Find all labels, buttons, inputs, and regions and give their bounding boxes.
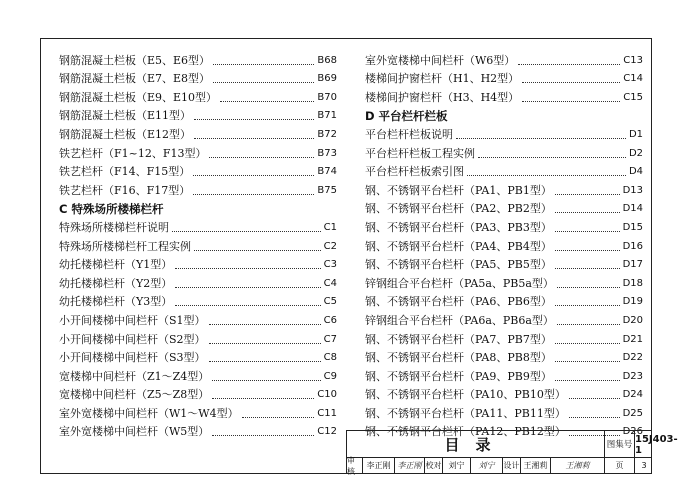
toc-entry-page: D21 [622,333,643,345]
toc-entry [365,254,643,273]
toc-entry-title: 平台栏杆栏板索引图 [365,165,464,179]
toc-entry-page: D19 [622,296,643,308]
toc-entry-title: 钢、不锈钢平台栏杆（PA10、PB10型） [365,388,566,402]
dot-leader [555,342,620,344]
toc-entry [59,68,337,87]
toc-entry-title: 钢筋混凝土栏板（E9、E10型） [59,90,218,104]
toc-entry-title: 铁艺栏杆（F14、F15型） [59,165,191,179]
dot-leader [467,174,626,176]
dot-leader [555,249,620,251]
toc-entry [365,142,643,161]
atlas-number: 15J403-1 [635,433,678,456]
toc-entry-title: 钢、不锈钢平台栏杆（PA6、PB6型） [365,295,552,309]
toc-entry [365,347,643,366]
reviewer-name: 李正刚 [363,458,395,473]
toc-entry-title: 室外宽楼梯中间栏杆（W6型） [365,53,516,67]
dot-leader [209,156,314,158]
toc-entry-title: 平台栏杆栏板工程实例 [365,146,475,160]
toc-entry-page: B75 [317,184,337,196]
section-heading [365,105,643,124]
dot-leader [557,286,620,288]
toc-entry-title: 钢、不锈钢平台栏杆（PA8、PB8型） [365,351,552,365]
toc-entry-title: 宽楼梯中间栏杆（Z5～Z8型） [59,388,210,402]
toc-entry-title: 钢、不锈钢平台栏杆（PA7、PB7型） [365,332,552,346]
toc-entry [59,216,337,235]
toc-entry-page: D2 [628,147,643,159]
dot-leader [209,323,321,325]
dot-leader [518,63,620,65]
toc-entry [59,402,337,421]
toc-entry-page: D23 [622,370,643,382]
toc-entry-page: D16 [622,240,643,252]
toc-entry [365,49,643,68]
dot-leader [220,100,314,102]
toc-entry-title: 楼梯间护窗栏杆（H3、H4型） [365,90,520,104]
dot-leader [175,267,320,269]
toc-entry-page: B72 [317,128,337,140]
toc-entry [365,291,643,310]
dot-leader [209,342,321,344]
toc-entry-title: 小开间楼梯中间栏杆（S1型） [59,313,206,327]
toc-entry-title: 幼托楼梯栏杆（Y1型） [59,258,173,272]
toc-entry-title: 小开间楼梯中间栏杆（S3型） [59,351,206,365]
toc-entry [365,272,643,291]
toc-entry-page: C3 [323,259,337,271]
toc-entry-title: 宽楼梯中间栏杆（Z1～Z4型） [59,369,210,383]
dot-leader [242,416,315,418]
dot-leader [555,304,620,306]
toc-entry-title: 钢筋混凝土栏板（E12型） [59,127,192,141]
title-block [346,430,678,476]
toc-entry [59,291,337,310]
toc-entry-page: C5 [323,296,337,308]
toc-entry [365,365,643,384]
toc-entry-page: D25 [622,407,643,419]
toc-entry-title: 小开间楼梯中间栏杆（S2型） [59,332,206,346]
toc-entry-page: C4 [323,277,337,289]
toc-entry [59,365,337,384]
toc-entry [59,123,337,142]
title-block-row-bottom [347,455,652,476]
toc-entry [59,161,337,180]
toc-entry-page: D1 [628,128,643,140]
toc-entry [59,309,337,328]
toc-entry-page: C7 [323,333,337,345]
toc-entry [59,105,337,124]
toc-entry [365,384,643,403]
dot-leader [569,416,620,418]
toc-entry-title: 楼梯间护窗栏杆（H1、H2型） [365,72,520,86]
toc-entry-title: 平台栏杆栏板说明 [365,127,453,141]
toc-entry-title: 钢、不锈钢平台栏杆（PA2、PB2型） [365,202,552,216]
toc-entry-title: 钢、不锈钢平台栏杆（PA11、PB11型） [365,406,566,420]
section-heading-text: D 平台栏杆栏板 [365,109,448,124]
toc-entry [59,235,337,254]
toc-entry-title: 钢、不锈钢平台栏杆（PA1、PB1型） [365,183,552,197]
toc-entry-page: D20 [622,314,643,326]
toc-entry-page: B69 [317,73,337,85]
toc-entry-page: C14 [623,73,643,85]
atlas-no-label: 图集号 [605,431,635,457]
toc-entry-page: C9 [323,370,337,382]
toc-entry-title: 钢、不锈钢平台栏杆（PA9、PB9型） [365,369,552,383]
toc-entry-title: 幼托楼梯栏杆（Y3型） [59,295,173,309]
dot-leader [194,249,321,251]
drawing-title: 目录 [347,431,605,458]
toc-entry [365,309,643,328]
toc-entry [365,216,643,235]
toc-entry [365,235,643,254]
designer-name: 王湘莉 [521,458,551,473]
dot-leader [522,100,620,102]
toc-entry-page: B68 [317,54,337,66]
toc-right-column [365,49,643,439]
toc-entry-page: D18 [622,277,643,289]
toc-entry [59,272,337,291]
toc-entry-page: C2 [323,240,337,252]
reviewer-signature: 李正刚 [395,458,425,473]
dot-leader [175,304,320,306]
toc-entry-title: 钢、不锈钢平台栏杆（PA3、PB3型） [365,220,552,234]
section-heading-text: C 特殊场所楼梯栏杆 [59,202,164,217]
dot-leader [193,193,314,195]
dot-leader [555,211,620,213]
toc-entry-page: D15 [622,221,643,233]
toc-entry-page: B70 [317,91,337,103]
toc-entry [59,142,337,161]
toc-entry-title: 铁艺栏杆（F16、F17型） [59,183,191,197]
toc-entry [365,328,643,347]
toc-entry-page: D13 [622,184,643,196]
toc-entry [59,86,337,105]
toc-entry [59,328,337,347]
page-label: 页 [605,458,635,473]
toc-entry-page: D14 [622,203,643,215]
toc-entry [365,68,643,87]
dot-leader [555,230,620,232]
toc-entry [59,384,337,403]
dot-leader [569,397,620,399]
dot-leader [212,434,314,436]
dot-leader [555,360,620,362]
toc-entry [59,347,337,366]
design-label: 设计 [503,458,521,473]
toc-entry-title: 锌钢组合平台栏杆（PA6a、PB6a型） [365,313,554,327]
dot-leader [555,193,620,195]
dot-leader [557,323,620,325]
toc-entry [59,421,337,440]
title-block-row-top [347,431,678,458]
toc-entry [59,49,337,68]
toc-left-column [59,49,337,439]
toc-entry-title: 钢、不锈钢平台栏杆（PA4、PB4型） [365,239,552,253]
toc-entry-title: 幼托楼梯栏杆（Y2型） [59,276,173,290]
checker-signature: 刘宁 [471,458,503,473]
dot-leader [209,360,321,362]
dot-leader [212,397,314,399]
section-heading [59,198,337,217]
toc-entry-page: D22 [622,352,643,364]
designer-signature: 王湘莉 [551,458,605,473]
toc-entry-title: 锌钢组合平台栏杆（PA5a、PB5a型） [365,276,554,290]
toc-entry-page: C13 [623,54,643,66]
review-label: 审核 [347,458,363,473]
toc-entry-title: 钢、不锈钢平台栏杆（PA5、PB5型） [365,258,552,272]
toc-entry [59,254,337,273]
toc-entry [365,198,643,217]
toc-entry-page: C8 [323,352,337,364]
toc-entry [365,161,643,180]
dot-leader [478,156,626,158]
toc-entry [365,179,643,198]
checker-name: 刘宁 [443,458,471,473]
dot-leader [212,379,320,381]
dot-leader [172,230,321,232]
toc-entry-page: D17 [622,259,643,271]
dot-leader [522,81,620,83]
toc-entry-page: D24 [622,389,643,401]
toc-entry-page: D4 [628,166,643,178]
toc-entry [365,402,643,421]
toc-entry-page: C10 [317,389,337,401]
dot-leader [175,286,320,288]
dot-leader [555,267,620,269]
toc-entry-page: B73 [317,147,337,159]
page-number: 3 [641,461,647,470]
toc-entry-title: 钢、不锈钢平台栏杆（PA12、PB12型） [365,425,566,439]
toc-entry-title: 特殊场所楼梯栏杆说明 [59,220,169,234]
dot-leader [194,118,314,120]
dot-leader [213,63,314,65]
toc-entry-title: 铁艺栏杆（F1~12、F13型） [59,146,207,160]
toc-entry-page: B71 [317,110,337,122]
toc-entry-title: 钢筋混凝土栏板（E7、E8型） [59,72,211,86]
toc-entry-title: 特殊场所楼梯栏杆工程实例 [59,239,191,253]
toc-entry-page: D26 [622,426,643,438]
toc-entry-page: C12 [317,426,337,438]
toc-entry [365,86,643,105]
dot-leader [555,379,620,381]
toc-entry-title: 室外宽楼梯中间栏杆（W5型） [59,425,210,439]
toc-entry [365,123,643,142]
dot-leader [194,137,314,139]
toc-entry [59,179,337,198]
toc-entry-title: 钢筋混凝土栏板（E11型） [59,109,192,123]
toc-entry-page: C1 [323,221,337,233]
check-label: 校对 [425,458,443,473]
dot-leader [193,174,314,176]
toc-entry-page: C6 [323,314,337,326]
toc-entry-page: C11 [317,407,337,419]
toc-entry-page: C15 [623,91,643,103]
dot-leader [456,137,626,139]
dot-leader [213,81,314,83]
toc-entry-title: 室外宽楼梯中间栏杆（W1～W4型） [59,406,239,420]
toc-entry-page: B74 [317,166,337,178]
toc-entry-title: 钢筋混凝土栏板（E5、E6型） [59,53,211,67]
